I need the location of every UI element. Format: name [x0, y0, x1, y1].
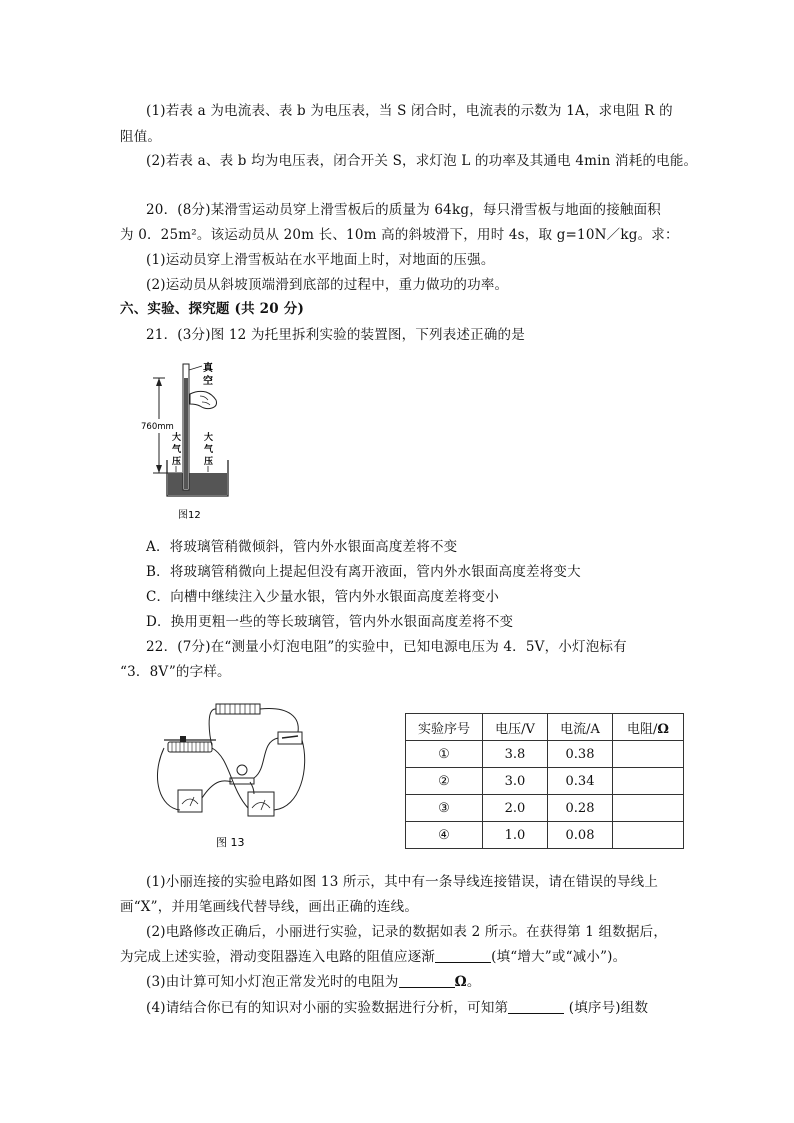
q22-part2-text-a: 为完成上述实验，滑动变阻器连入电路的阻值应逐渐 — [120, 949, 436, 965]
figure-12-caption: 图12 — [178, 510, 201, 521]
table-header-voltage: 电压/V — [483, 714, 548, 741]
rheostat-slider — [180, 736, 186, 742]
q22-part3 — [146, 972, 481, 992]
q22-part2-line1: (2)电路修改正确后，小丽进行实验，记录的数据如表 2 所示。在获得第 1 组数据后， — [146, 924, 668, 940]
wire-battery-switch — [260, 709, 298, 732]
ammeter-icon — [178, 790, 202, 812]
atm-right-1: 大 — [204, 433, 214, 443]
row-current: 0.28 — [548, 795, 613, 822]
hand-icon — [190, 391, 217, 408]
q22-stem-line2: “3．8V”的字样。 — [120, 664, 231, 680]
row-id: ④ — [406, 822, 483, 849]
wire-ammeter-bulb — [202, 781, 232, 798]
row-resistance — [613, 795, 684, 822]
voltmeter-icon — [248, 792, 274, 816]
mercury-column — [184, 378, 188, 489]
q21-option-b: B．将玻璃管稍微向上提起但没有离开液面，管内外水银面高度差将变大 — [146, 564, 581, 580]
height-label: 760mm — [141, 422, 174, 432]
q22-part4 — [146, 998, 648, 1018]
torricelli-figure — [140, 358, 250, 528]
figure-13-caption: 图 13 — [216, 836, 245, 849]
answer-blank-4[interactable] — [508, 999, 564, 1014]
table-header-row — [406, 714, 684, 741]
data-table — [405, 713, 684, 849]
q22-stem-line1: 22．(7分)在“测量小灯泡电阻”的实验中，已知电源电压为 4．5V，小灯泡标有 — [146, 639, 627, 655]
atm-left-3: 压 — [172, 457, 182, 467]
answer-blank-3[interactable] — [399, 973, 455, 988]
table-header-id: 实验序号 — [406, 714, 483, 741]
q22-part2-line2 — [120, 947, 626, 967]
omega-symbol: Ω — [657, 721, 669, 737]
vacuum-pointer — [189, 366, 202, 370]
q19-part1-line1: (1)若表 a 为电流表、表 b 为电压表，当 S 闭合时，电流表的示数为 1A，求电阻 R 的 — [146, 103, 673, 119]
table-row — [406, 822, 684, 849]
q20-stem-line2: 为 0．25m²。该运动员从 20m 长、10m 高的斜坡滑下，用时 4s，取 g=10N／kg。求： — [120, 227, 679, 243]
row-voltage: 2.0 — [483, 795, 548, 822]
table-row — [406, 795, 684, 822]
q20-part1: (1)运动员穿上滑雪板站在水平地面上时，对地面的压强。 — [146, 252, 495, 268]
circuit-figure — [150, 698, 320, 856]
q22-part1-line1: (1)小丽连接的实验电路如图 13 所示，其中有一条导线连接错误，请在错误的导线上 — [146, 874, 659, 890]
q22-part3-text-a: (3)由计算可知小灯泡正常发光时的电阻为 — [146, 974, 399, 990]
atm-left-2: 气 — [172, 445, 182, 455]
omega-symbol: Ω — [454, 974, 467, 990]
table-row — [406, 741, 684, 768]
q22-part1-line2: 画“X”，并用笔画线代替导线，画出正确的连线。 — [120, 899, 419, 915]
bulb-icon — [237, 765, 247, 775]
vacuum-label-2: 空 — [203, 376, 213, 387]
q21-option-d: D．换用更粗一些的等长玻璃管，管内外水银面高度差将不变 — [146, 614, 514, 630]
wire-switch-bulb — [254, 738, 278, 778]
mercury-trough — [168, 473, 227, 495]
wire-switch-voltmeter — [274, 740, 305, 810]
atm-right-3: 压 — [204, 457, 214, 467]
table-row — [406, 768, 684, 795]
section-heading: 六、实验、探究题 (共 20 分) — [120, 301, 305, 317]
rheostat — [168, 742, 212, 752]
q22-part2-text-b: (填“增大”或“减小”)。 — [491, 949, 627, 965]
q22-part4-text-a: (4)请结合你已有的知识对小丽的实验数据进行分析，可知第 — [146, 1000, 509, 1016]
vacuum-label-1: 真 — [203, 363, 213, 374]
q22-part4-text-b: (填序号)组数 — [564, 1000, 649, 1016]
resistance-label: 电阻/ — [627, 721, 658, 737]
q20-stem-line1: 20．(8分)某滑雪运动员穿上滑雪板后的质量为 64kg，每只滑雪板与地面的接触面积 — [146, 202, 661, 218]
atm-right-2: 气 — [204, 445, 214, 455]
q21-stem: 21．(3分)图 12 为托里拆利实验的装置图，下列表述正确的是 — [146, 327, 525, 343]
arrow-down-icon — [156, 465, 162, 473]
row-voltage: 1.0 — [483, 822, 548, 849]
q19-part1-line2: 阻值。 — [120, 129, 162, 145]
battery-box — [216, 704, 260, 714]
row-id: ② — [406, 768, 483, 795]
q19-part2: (2)若表 a、表 b 均为电压表，闭合开关 S，求灯泡 L 的功率及其通电 4min 消耗的电能。 — [146, 153, 698, 169]
q21-option-a: A．将玻璃管稍微倾斜，管内外水银面高度差将不变 — [146, 539, 458, 555]
row-current: 0.08 — [548, 822, 613, 849]
switch — [278, 732, 302, 744]
q20-part2: (2)运动员从斜坡顶端滑到底部的过程中，重力做功的功率。 — [146, 277, 509, 293]
row-voltage: 3.0 — [483, 768, 548, 795]
q21-option-c: C．向槽中继续注入少量水银，管内外水银面高度差将变小 — [146, 589, 500, 605]
answer-blank-2[interactable] — [435, 948, 491, 963]
atm-left-1: 大 — [172, 433, 182, 443]
row-id: ① — [406, 741, 483, 768]
row-current: 0.34 — [548, 768, 613, 795]
wire-rheostat-ammeter — [157, 748, 180, 810]
row-current: 0.38 — [548, 741, 613, 768]
row-resistance — [613, 822, 684, 849]
row-resistance — [613, 741, 684, 768]
row-voltage: 3.8 — [483, 741, 548, 768]
arrow-up-icon — [156, 378, 162, 386]
table-header-resistance — [613, 714, 684, 741]
q22-part3-text-b: 。 — [466, 974, 481, 990]
row-id: ③ — [406, 795, 483, 822]
row-resistance — [613, 768, 684, 795]
table-header-current: 电流/A — [548, 714, 613, 741]
